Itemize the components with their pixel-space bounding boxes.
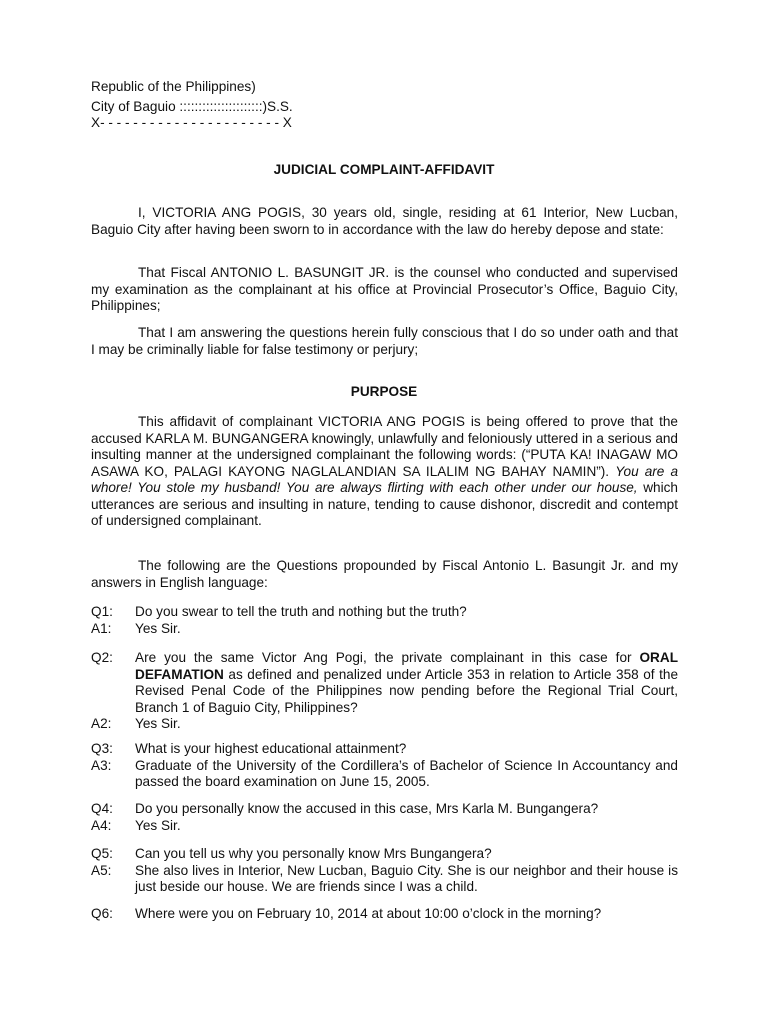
intro-paragraph-fiscal: That Fiscal ANTONIO L. BASUNGIT JR. is the counsel who conducted and supervised my examination as the complainant at his office at Provincial Prosecutor’s Office, Baguio City, Philippines;	[91, 265, 678, 313]
question-text-pre: Are you the same Victor Ang Pogi, the private complainant in this case for	[135, 650, 640, 665]
question-text	[135, 650, 678, 716]
qa-intro-paragraph: The following are the Questions propounded by Fiscal Antonio L. Basungit Jr. and my answers in English language:	[91, 558, 678, 590]
question-label: Q4:	[91, 801, 113, 816]
question-label: Q1:	[91, 604, 113, 619]
venue-line-republic: Republic of the Philippines)	[91, 79, 256, 94]
answer-text: Yes Sir.	[135, 620, 181, 636]
venue-line-city: City of Baguio ::::::::::::::::::::::)S.S.	[91, 98, 293, 114]
answer-text: Yes Sir.	[135, 716, 181, 731]
qa-block-4	[91, 801, 678, 834]
qa-block-2	[91, 650, 678, 733]
question-text: What is your highest educational attainment?	[135, 741, 407, 756]
qa-block-1	[91, 604, 678, 637]
answer-label: A1:	[91, 620, 112, 636]
qa-block-6	[91, 906, 678, 923]
venue-header	[91, 79, 678, 132]
document-title: JUDICIAL COMPLAINT-AFFIDAVIT	[273, 162, 495, 177]
answer-label: A5:	[91, 862, 112, 878]
intro-paragraph-affiant: I, VICTORIA ANG POGIS, 30 years old, single, residing at 61 Interior, New Lucban, Baguio City after having been sworn to in accordance with the law do hereby depose and state:	[91, 205, 678, 237]
venue-line-separator: X- - - - - - - - - - - - - - - - - - - - - - X	[91, 115, 292, 130]
purpose-text-a: This affidavit of complainant VICTORIA ANG POGIS is being offered to prove that the accused KARLA M. BUNGANGERA knowingly, unlawfully and feloniously uttered in a serious and insulting manner at the undersigned complainant the following words: (“PUTA KA! INAGAW MO ASAWA KO, PALAGI KAYONG NAGLALANDIAN SA ILALIM NG BAHAY NAMIN”).	[91, 414, 678, 479]
intro-paragraph-oath: That I am answering the questions herein fully conscious that I do so under oath and that I may be criminally liable for false testimony or perjury;	[91, 325, 678, 357]
qa-block-3	[91, 741, 678, 791]
purpose-translation: You are a whore! You stole my husband! You are always flirting with each other under our house,	[91, 463, 679, 495]
answer-text: She also lives in Interior, New Lucban, Baguio City. She is our neighbor and their house is just beside our house. We are friends since I was a child.	[135, 862, 678, 894]
purpose-heading: PURPOSE	[350, 384, 418, 399]
answer-text: Yes Sir.	[135, 817, 181, 833]
answer-label: A3:	[91, 757, 112, 773]
question-text: Where were you on February 10, 2014 at about 10:00 o’clock in the morning?	[135, 906, 602, 921]
answer-label: A4:	[91, 817, 112, 833]
answer-text: Graduate of the University of the Cordillera’s of Bachelor of Science In Accountancy and passed the board examination on June 15, 2005.	[135, 757, 678, 789]
question-text: Can you tell us why you personally know Mrs Bungangera?	[135, 846, 492, 861]
question-label: Q6:	[91, 906, 113, 921]
question-text: Do you personally know the accused in this case, Mrs Karla M. Bungangera?	[135, 801, 599, 816]
qa-block-5	[91, 846, 678, 896]
question-text: Do you swear to tell the truth and nothing but the truth?	[135, 604, 467, 619]
question-label: Q3:	[91, 741, 113, 756]
offense-name: ORAL DEFAMATION	[135, 650, 678, 682]
purpose-text-b: which utterances are serious and insulting in nature, tending to cause dishonor, discredit and contempt of undersigned complainant.	[91, 480, 678, 528]
question-text-post: as defined and penalized under Article 353 in relation to Article 358 of the Revised Penal Code of the Philippines now pending before the Regional Trial Court, Branch 1 of Baguio City, Philippines?	[135, 666, 678, 715]
question-label: Q5:	[91, 846, 113, 861]
purpose-paragraph	[91, 414, 678, 530]
answer-label: A2:	[91, 716, 112, 731]
question-label: Q2:	[91, 650, 113, 665]
